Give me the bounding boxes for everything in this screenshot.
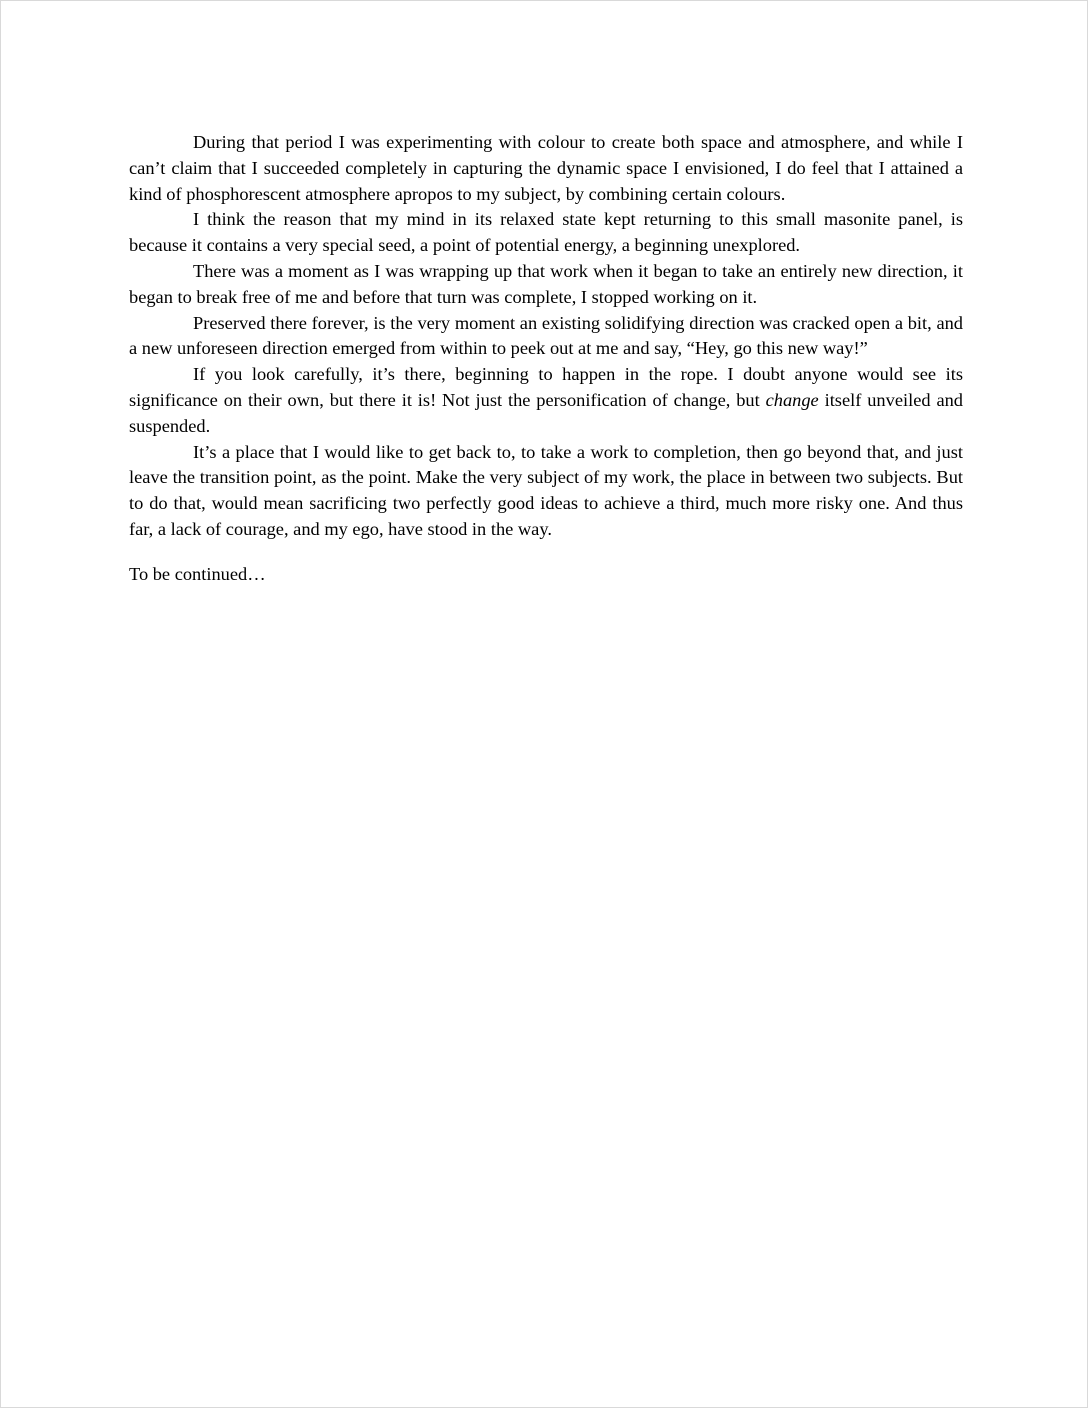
paragraph-5 [129, 362, 963, 439]
paragraph-3: There was a moment as I was wrapping up that work when it began to take an entirely new direction, it began to break free of me and before that turn was complete, I stopped working on it. [129, 260, 963, 307]
paragraph-4: Preserved there forever, is the very moment an existing solidifying direction was cracked open a bit, and a new unforeseen direction emerged from within to peek out at me and say, “Hey, go this new way!” [129, 312, 963, 359]
paragraph-6: It’s a place that I would like to get back to, to take a work to completion, then go beyond that, and just leave the transition point, as the point. Make the very subject of my work, the place in between two subjects. But to do that, would mean sacrificing two perfectly good ideas to achieve a third, much more risky one. And thus far, a lack of courage, and my ego, have stood in the way. [129, 441, 963, 539]
paragraph-1: During that period I was experimenting with colour to create both space and atmosphere, and while I can’t claim that I succeeded completely in capturing the dynamic space I envisioned, I do feel that I attained a kind of phosphorescent atmosphere apropos to my subject, by combining certain colours. [129, 132, 963, 204]
paragraph-2: I think the reason that my mind in its relaxed state kept returning to this small masonite panel, is because it contains a very special seed, a point of potential energy, a beginning unexplored. [129, 209, 963, 256]
emphasis-change: change [765, 389, 819, 410]
closing-line: To be continued… [129, 563, 266, 584]
paragraph-5-tail: itself unveiled and suspended. [129, 389, 963, 436]
paragraph-5-lead: If you look carefully, it’s there, beginning to happen in the rope. I doubt anyone would see its significance on their own, but there it is! Not just the personification of change, but [129, 364, 963, 410]
document-body [129, 130, 963, 588]
